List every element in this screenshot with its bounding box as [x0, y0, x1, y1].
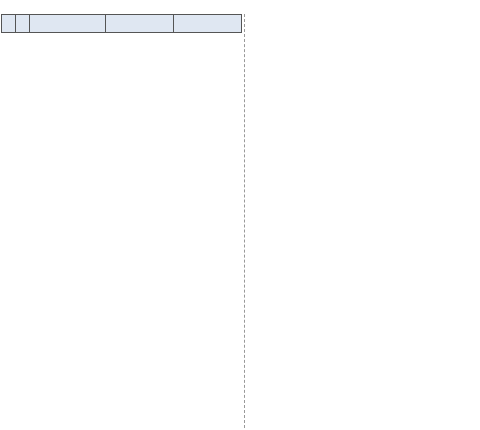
divider: [244, 14, 246, 428]
header-sire: [106, 15, 174, 33]
header-dam-sire: [174, 15, 242, 33]
header-name: [30, 15, 106, 33]
entries-table: [1, 14, 242, 33]
header-waku: [2, 15, 16, 33]
entries-header-row: [2, 15, 242, 33]
header-num: [16, 15, 30, 33]
